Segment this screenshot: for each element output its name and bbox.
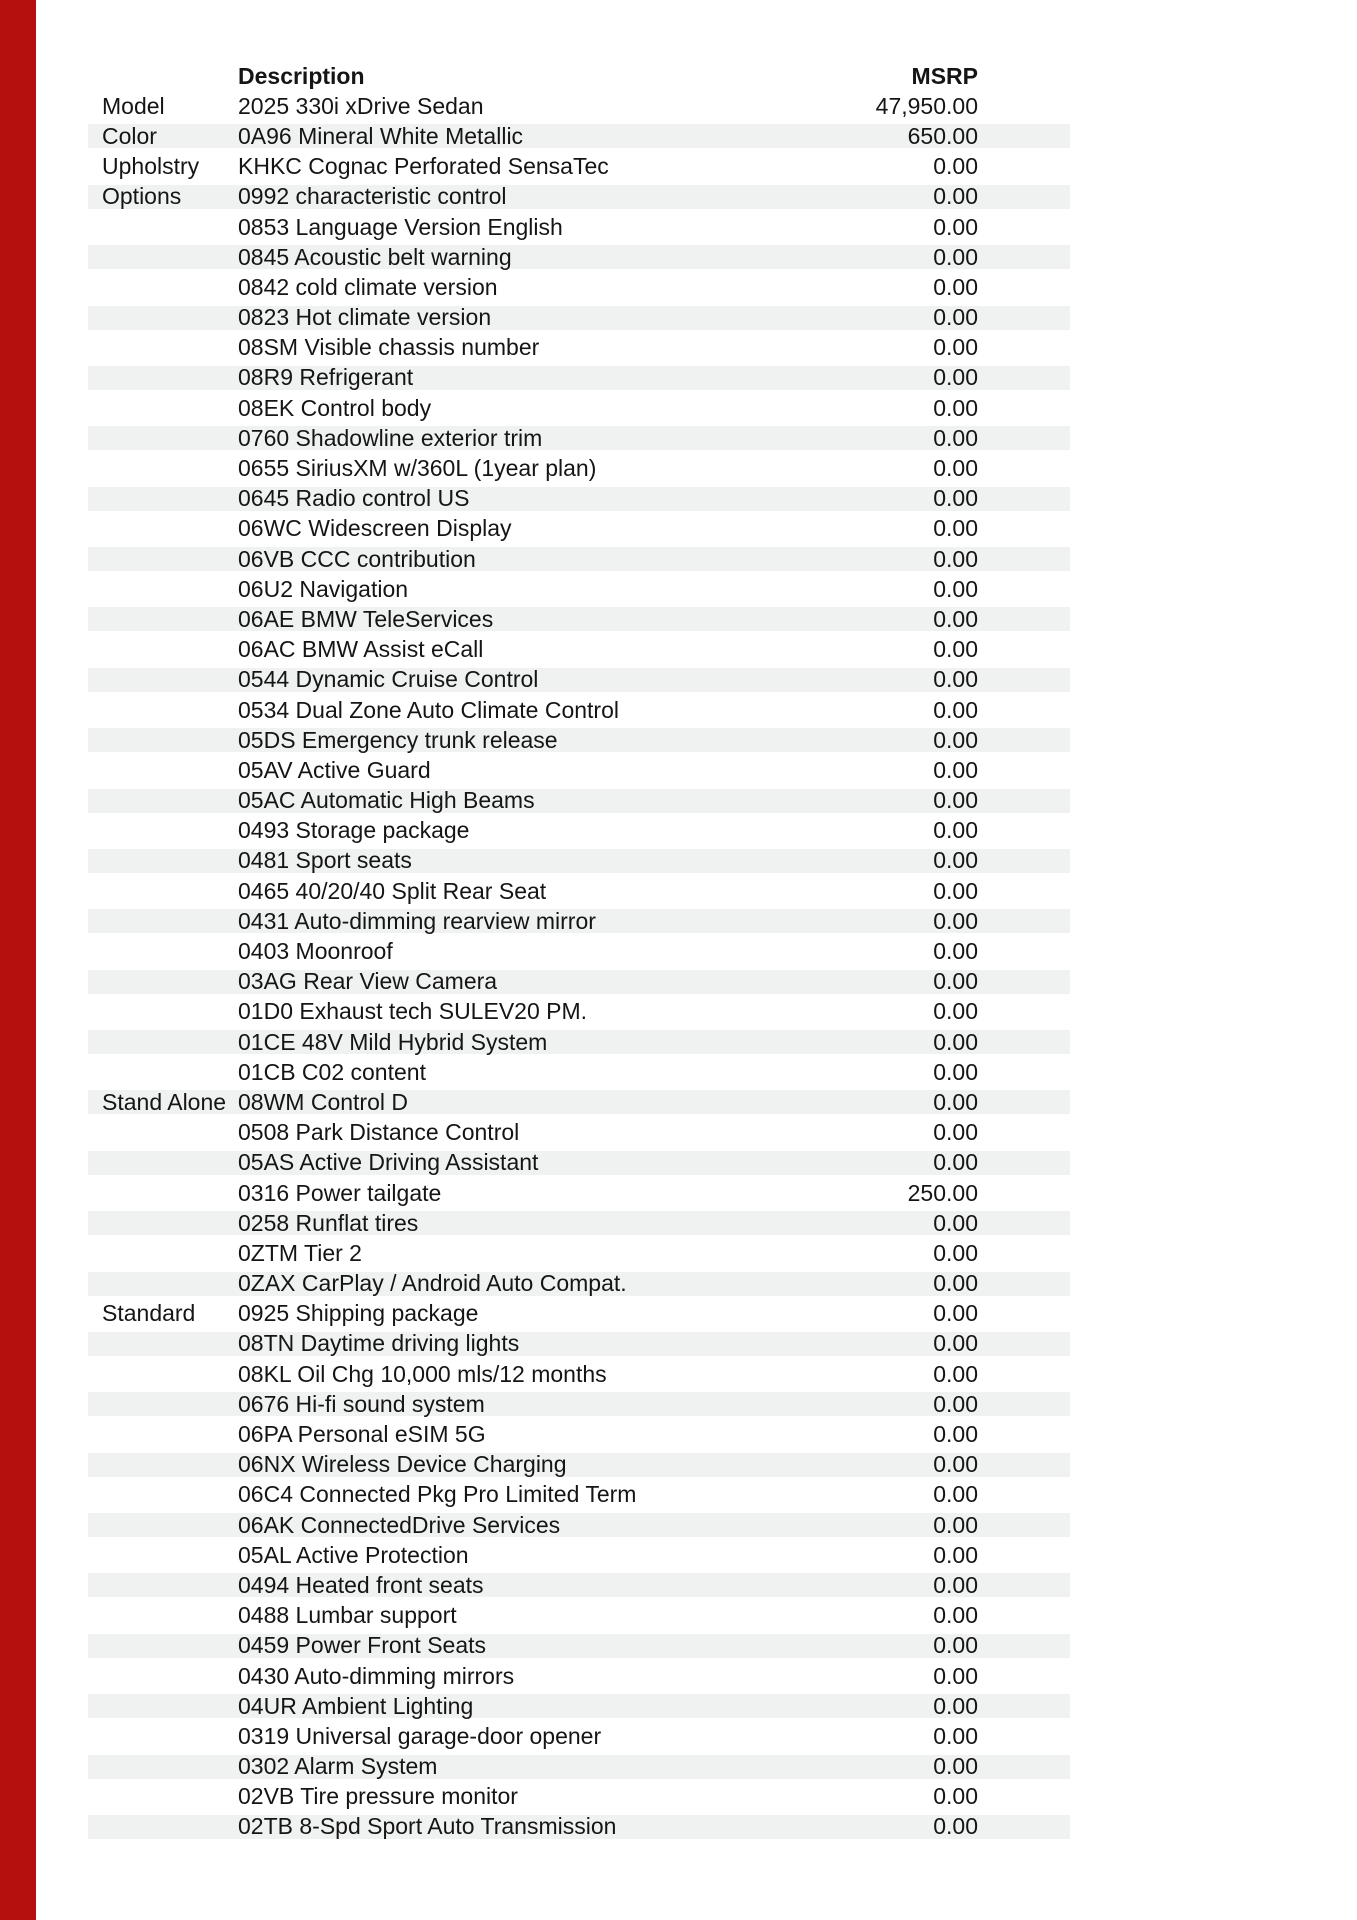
red-edge-bar — [0, 0, 36, 1920]
row-description: 0676 Hi-fi sound system — [238, 1390, 485, 1417]
table-row — [88, 544, 1070, 574]
row-category: Stand Alone — [102, 1088, 227, 1115]
vehicle-order-sheet — [88, 61, 1070, 1842]
table-row — [88, 453, 1070, 483]
row-description: 0258 Runflat tires — [238, 1209, 419, 1236]
row-msrp: 0.00 — [933, 213, 978, 240]
table-row — [88, 967, 1070, 997]
table-row — [88, 303, 1070, 333]
row-msrp: 0.00 — [933, 1360, 978, 1387]
row-msrp: 0.00 — [933, 1602, 978, 1629]
row-description: 03AG Rear View Camera — [238, 968, 498, 995]
row-description: 06NX Wireless Device Charging — [238, 1451, 567, 1478]
table-row — [88, 212, 1070, 242]
table-row — [88, 121, 1070, 151]
row-msrp: 0.00 — [933, 1692, 978, 1719]
table-row — [88, 272, 1070, 302]
table-row — [88, 1419, 1070, 1449]
row-description: 0508 Park Distance Control — [238, 1119, 520, 1146]
row-description: 06AE BMW TeleServices — [238, 605, 494, 632]
row-description: 0494 Heated front seats — [238, 1571, 484, 1598]
row-msrp: 0.00 — [933, 1058, 978, 1085]
row-msrp: 0.00 — [933, 1209, 978, 1236]
row-description: 08TN Daytime driving lights — [238, 1330, 520, 1357]
row-description: 0992 characteristic control — [238, 183, 507, 210]
table-row — [88, 635, 1070, 665]
row-msrp: 0.00 — [933, 485, 978, 512]
row-msrp: 0.00 — [933, 1330, 978, 1357]
row-description: 0760 Shadowline exterior trim — [238, 424, 543, 451]
row-description: 02TB 8-Spd Sport Auto Transmission — [238, 1813, 617, 1840]
row-msrp: 0.00 — [933, 1632, 978, 1659]
row-msrp: 0.00 — [933, 1119, 978, 1146]
row-msrp: 0.00 — [933, 1300, 978, 1327]
row-msrp: 0.00 — [933, 968, 978, 995]
row-msrp: 0.00 — [933, 696, 978, 723]
table-row — [88, 182, 1070, 212]
row-msrp: 0.00 — [933, 515, 978, 542]
row-msrp: 0.00 — [933, 1270, 978, 1297]
row-msrp: 0.00 — [933, 575, 978, 602]
table-row — [88, 1540, 1070, 1570]
row-description: 06VB CCC contribution — [238, 545, 476, 572]
row-msrp: 0.00 — [933, 1753, 978, 1780]
table-row — [88, 91, 1070, 121]
row-description: 02VB Tire pressure monitor — [238, 1783, 518, 1810]
table-row — [88, 1812, 1070, 1842]
row-description: 0534 Dual Zone Auto Climate Control — [238, 696, 619, 723]
table-row — [88, 484, 1070, 514]
table-row — [88, 574, 1070, 604]
row-description: 0925 Shipping package — [238, 1300, 479, 1327]
row-description: 08WM Control D — [238, 1088, 408, 1115]
row-category: Upholstry — [102, 153, 200, 180]
row-description: 0823 Hot climate version — [238, 304, 492, 331]
row-msrp: 0.00 — [933, 1511, 978, 1538]
row-description: 01D0 Exhaust tech SULEV20 PM. — [238, 998, 588, 1025]
row-msrp: 0.00 — [933, 1541, 978, 1568]
table-row — [88, 1661, 1070, 1691]
row-msrp: 0.00 — [933, 726, 978, 753]
table-row — [88, 1208, 1070, 1238]
table-row — [88, 1299, 1070, 1329]
table-row — [88, 1027, 1070, 1057]
row-description: 05DS Emergency trunk release — [238, 726, 558, 753]
row-description: 0655 SiriusXM w/360L (1year plan) — [238, 455, 597, 482]
row-description: 0ZAX CarPlay / Android Auto Compat. — [238, 1270, 627, 1297]
row-description: 0403 Moonroof — [238, 938, 393, 965]
row-msrp: 0.00 — [933, 394, 978, 421]
table-row — [88, 695, 1070, 725]
row-msrp: 0.00 — [933, 1662, 978, 1689]
row-description: 08EK Control body — [238, 394, 432, 421]
row-description: 05AV Active Guard — [238, 756, 431, 783]
table-row — [88, 665, 1070, 695]
row-description: 0465 40/20/40 Split Rear Seat — [238, 877, 547, 904]
row-description: 0431 Auto-dimming rearview mirror — [238, 907, 596, 934]
row-msrp: 0.00 — [933, 1783, 978, 1810]
table-row — [88, 1450, 1070, 1480]
row-description: 0544 Dynamic Cruise Control — [238, 666, 539, 693]
row-msrp: 0.00 — [933, 304, 978, 331]
row-description: 0481 Sport seats — [238, 847, 412, 874]
table-row — [88, 604, 1070, 634]
table-body — [88, 91, 1070, 1842]
row-description: 01CE 48V Mild Hybrid System — [238, 1028, 548, 1055]
table-row — [88, 997, 1070, 1027]
row-msrp: 0.00 — [933, 1390, 978, 1417]
table-row — [88, 1057, 1070, 1087]
row-description: 06WC Widescreen Display — [238, 515, 512, 542]
row-description: 0853 Language Version English — [238, 213, 563, 240]
row-description: 0316 Power tailgate — [238, 1179, 442, 1206]
table-row — [88, 725, 1070, 755]
row-msrp: 0.00 — [933, 1149, 978, 1176]
row-description: 0459 Power Front Seats — [238, 1632, 487, 1659]
table-row — [88, 1631, 1070, 1661]
row-description: 2025 330i xDrive Sedan — [238, 92, 484, 119]
table-row — [88, 152, 1070, 182]
table-row — [88, 1148, 1070, 1178]
row-msrp: 0.00 — [933, 877, 978, 904]
row-description: 0845 Acoustic belt warning — [238, 243, 512, 270]
row-description: 0319 Universal garage-door opener — [238, 1722, 602, 1749]
row-description: 0842 cold climate version — [238, 273, 498, 300]
row-category: Model — [102, 92, 165, 119]
row-category: Options — [102, 183, 182, 210]
row-msrp: 0.00 — [933, 545, 978, 572]
table-header — [88, 61, 1070, 91]
table-row — [88, 1601, 1070, 1631]
row-msrp: 47,950.00 — [875, 92, 978, 119]
row-msrp: 0.00 — [933, 605, 978, 632]
row-msrp: 0.00 — [933, 455, 978, 482]
table-row — [88, 876, 1070, 906]
row-msrp: 0.00 — [933, 273, 978, 300]
row-msrp: 0.00 — [933, 153, 978, 180]
row-description: 05AS Active Driving Assistant — [238, 1149, 539, 1176]
row-description: 06AC BMW Assist eCall — [238, 636, 484, 663]
table-row — [88, 1721, 1070, 1751]
row-msrp: 0.00 — [933, 1481, 978, 1508]
row-msrp: 0.00 — [933, 243, 978, 270]
row-description: 04UR Ambient Lighting — [238, 1692, 474, 1719]
table-row — [88, 1087, 1070, 1117]
table-row — [88, 1570, 1070, 1600]
row-description: 08SM Visible chassis number — [238, 334, 540, 361]
row-msrp: 0.00 — [933, 334, 978, 361]
row-description: 06U2 Navigation — [238, 575, 409, 602]
row-msrp: 0.00 — [933, 1571, 978, 1598]
table-row — [88, 846, 1070, 876]
row-msrp: 0.00 — [933, 636, 978, 663]
row-msrp: 0.00 — [933, 938, 978, 965]
table-row — [88, 816, 1070, 846]
row-description: 0645 Radio control US — [238, 485, 470, 512]
row-category: Standard — [102, 1300, 196, 1327]
row-msrp: 0.00 — [933, 787, 978, 814]
table-row — [88, 333, 1070, 363]
table-row — [88, 1752, 1070, 1782]
row-msrp: 0.00 — [933, 1028, 978, 1055]
row-msrp: 0.00 — [933, 847, 978, 874]
row-msrp: 0.00 — [933, 424, 978, 451]
header-description-column: Description — [238, 62, 365, 89]
table-row — [88, 1118, 1070, 1148]
row-msrp: 650.00 — [907, 122, 978, 149]
table-row — [88, 1782, 1070, 1812]
table-row — [88, 936, 1070, 966]
row-msrp: 250.00 — [907, 1179, 978, 1206]
table-row — [88, 1359, 1070, 1389]
row-description: 06C4 Connected Pkg Pro Limited Term — [238, 1481, 637, 1508]
table-row — [88, 906, 1070, 936]
row-description: 0488 Lumbar support — [238, 1602, 457, 1629]
row-msrp: 0.00 — [933, 817, 978, 844]
row-description: 0430 Auto-dimming mirrors — [238, 1662, 515, 1689]
row-description: 0A96 Mineral White Metallic — [238, 122, 524, 149]
header-msrp-column: MSRP — [911, 62, 978, 89]
row-description: 05AL Active Protection — [238, 1541, 469, 1568]
table-row — [88, 1238, 1070, 1268]
row-description: 0ZTM Tier 2 — [238, 1239, 362, 1266]
row-msrp: 0.00 — [933, 183, 978, 210]
table-row — [88, 1269, 1070, 1299]
row-description: KHKC Cognac Perforated SensaTec — [238, 153, 609, 180]
row-msrp: 0.00 — [933, 907, 978, 934]
row-category: Color — [102, 122, 157, 149]
table-row — [88, 1178, 1070, 1208]
table-row — [88, 1510, 1070, 1540]
table-row — [88, 393, 1070, 423]
table-row — [88, 1329, 1070, 1359]
table-row — [88, 363, 1070, 393]
row-description: 06AK ConnectedDrive Services — [238, 1511, 561, 1538]
table-row — [88, 1691, 1070, 1721]
row-msrp: 0.00 — [933, 1239, 978, 1266]
row-description: 08KL Oil Chg 10,000 mls/12 months — [238, 1360, 607, 1387]
row-description: 06PA Personal eSIM 5G — [238, 1421, 486, 1448]
row-description: 0493 Storage package — [238, 817, 470, 844]
row-msrp: 0.00 — [933, 1421, 978, 1448]
row-description: 0302 Alarm System — [238, 1753, 438, 1780]
row-msrp: 0.00 — [933, 756, 978, 783]
row-msrp: 0.00 — [933, 998, 978, 1025]
row-msrp: 0.00 — [933, 1722, 978, 1749]
row-description: 01CB C02 content — [238, 1058, 426, 1085]
row-msrp: 0.00 — [933, 666, 978, 693]
row-msrp: 0.00 — [933, 1451, 978, 1478]
table-row — [88, 786, 1070, 816]
row-msrp: 0.00 — [933, 1813, 978, 1840]
table-row — [88, 1480, 1070, 1510]
row-description: 08R9 Refrigerant — [238, 364, 414, 391]
row-description: 05AC Automatic High Beams — [238, 787, 535, 814]
table-row — [88, 1389, 1070, 1419]
row-msrp: 0.00 — [933, 364, 978, 391]
table-row — [88, 514, 1070, 544]
table-row — [88, 242, 1070, 272]
table-row — [88, 755, 1070, 785]
row-msrp: 0.00 — [933, 1088, 978, 1115]
table-row — [88, 423, 1070, 453]
